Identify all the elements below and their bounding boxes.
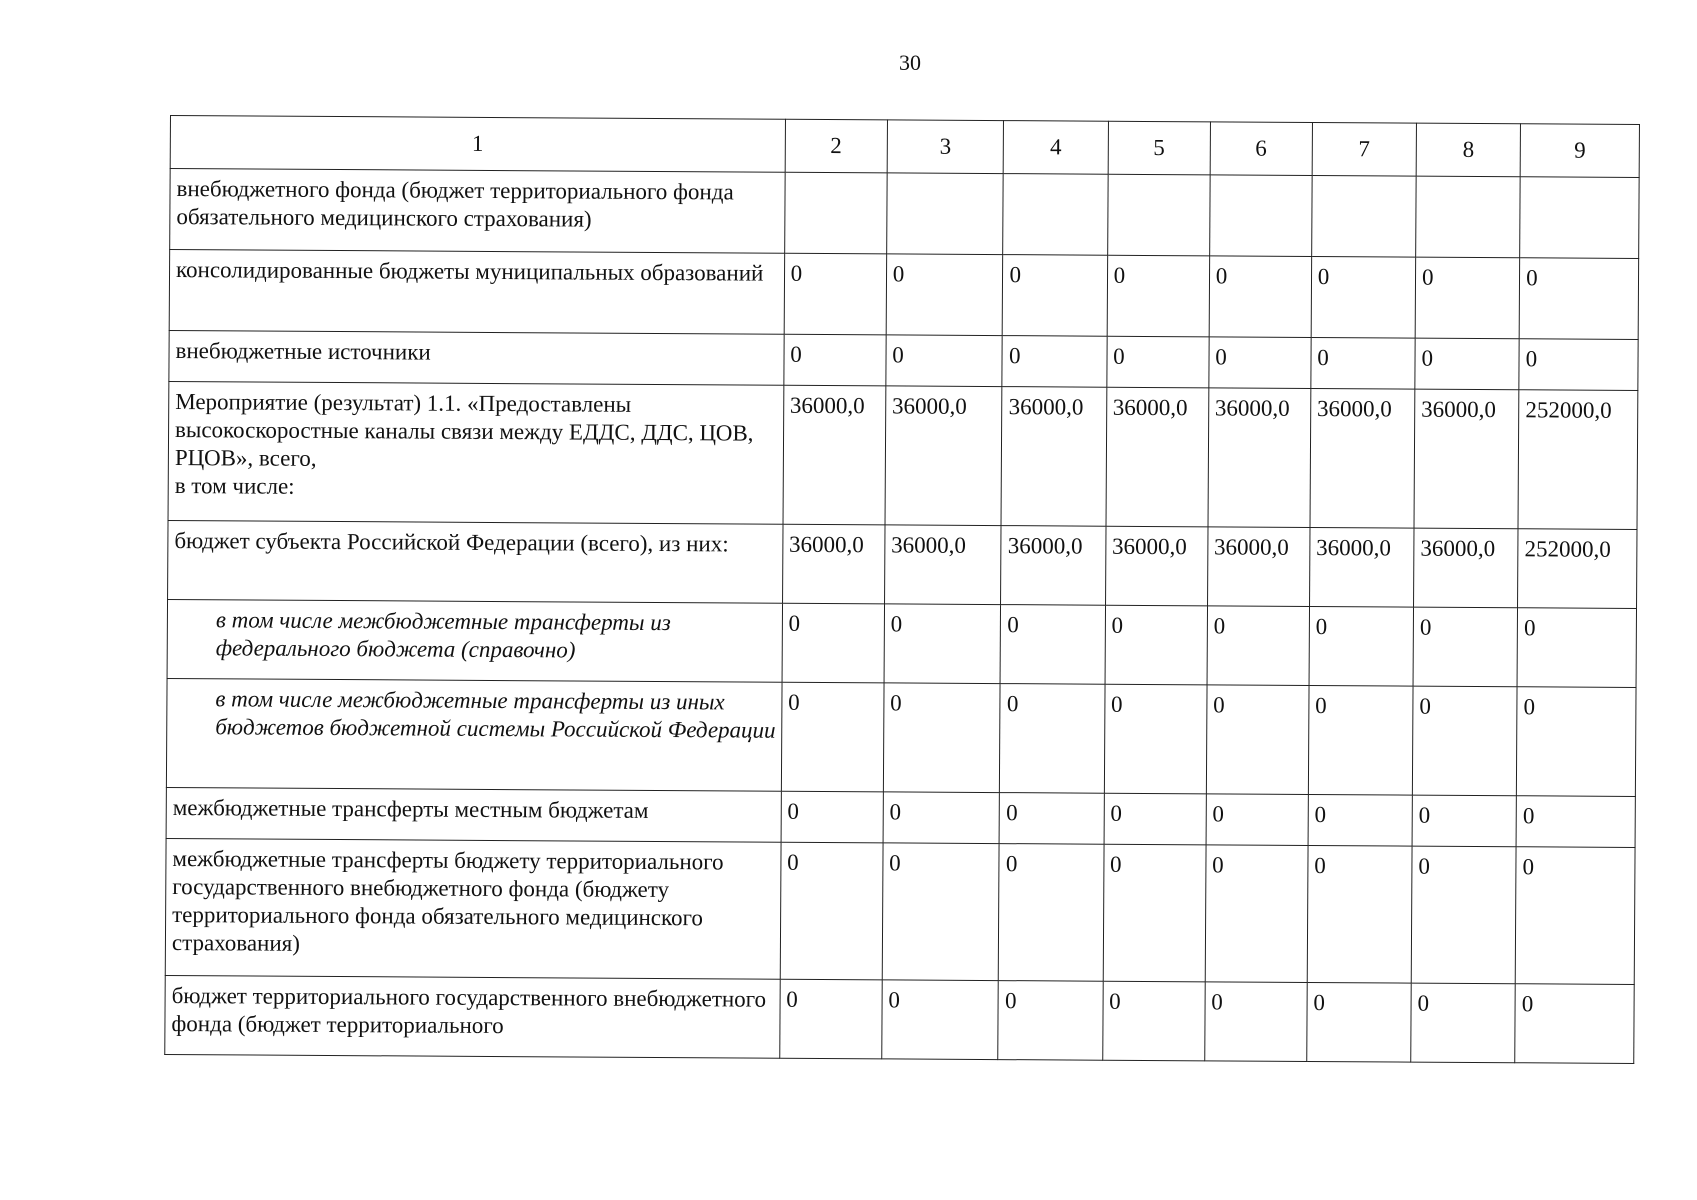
value-cell: 0 bbox=[1515, 847, 1635, 985]
table-row bbox=[168, 381, 1638, 529]
value-cell: 0 bbox=[1104, 684, 1207, 794]
value-cell: 36000,0 bbox=[1208, 388, 1311, 528]
value-cell: 36000,0 bbox=[884, 525, 1001, 605]
value-cell: 0 bbox=[1205, 845, 1308, 983]
header-cell: 7 bbox=[1312, 122, 1416, 176]
value-cell: 0 bbox=[781, 791, 883, 843]
value-cell: 0 bbox=[1415, 257, 1520, 339]
value-cell: 0 bbox=[784, 334, 886, 386]
value-cell: 36000,0 bbox=[1105, 526, 1208, 606]
value-cell: 36000,0 bbox=[1309, 527, 1414, 607]
value-cell: 0 bbox=[1209, 337, 1311, 389]
value-cell: 0 bbox=[1413, 607, 1518, 687]
value-cell: 0 bbox=[1516, 796, 1635, 848]
header-cell: 5 bbox=[1108, 121, 1210, 175]
row-label: межбюджетные трансферты местным бюджетам bbox=[166, 787, 781, 842]
value-cell: 36000,0 bbox=[783, 385, 886, 525]
value-cell bbox=[1311, 175, 1416, 257]
value-cell: 0 bbox=[782, 603, 885, 683]
table-row bbox=[168, 520, 1637, 608]
value-cell: 0 bbox=[1411, 846, 1516, 984]
value-cell: 36000,0 bbox=[782, 524, 885, 604]
value-cell: 0 bbox=[1517, 608, 1636, 688]
value-cell: 0 bbox=[1207, 606, 1310, 686]
value-cell: 36000,0 bbox=[1310, 388, 1415, 528]
value-cell: 0 bbox=[883, 792, 1000, 844]
header-cell: 6 bbox=[1210, 122, 1312, 176]
value-cell: 0 bbox=[1307, 845, 1412, 983]
value-cell: 0 bbox=[998, 981, 1103, 1061]
value-cell: 0 bbox=[1105, 605, 1208, 685]
table-row bbox=[170, 169, 1639, 259]
table-row bbox=[169, 330, 1638, 390]
table-row bbox=[165, 838, 1635, 984]
value-cell: 0 bbox=[784, 253, 887, 335]
value-cell: 0 bbox=[1412, 686, 1517, 796]
value-cell: 0 bbox=[886, 335, 1003, 387]
row-label: межбюджетные трансферты бюджету территориального государственного внебюджетного фонда (бюджету территориального фонда обязательного медицинского страхования) bbox=[165, 838, 781, 979]
budget-table bbox=[164, 115, 1640, 1064]
table-row bbox=[169, 250, 1638, 340]
table-header-row bbox=[170, 116, 1639, 178]
row-label: внебюджетного фонда (бюджет территориального фонда обязательного медицинского страхования) bbox=[170, 169, 785, 254]
value-cell: 0 bbox=[884, 604, 1001, 684]
value-cell: 0 bbox=[779, 979, 882, 1059]
value-cell: 0 bbox=[1106, 336, 1208, 388]
value-cell: 0 bbox=[1308, 794, 1412, 846]
value-cell: 0 bbox=[781, 682, 884, 792]
value-cell: 0 bbox=[1000, 605, 1105, 685]
table-row bbox=[165, 975, 1634, 1063]
header-cell: 8 bbox=[1416, 123, 1520, 177]
value-cell: 36000,0 bbox=[1414, 528, 1519, 608]
value-cell: 36000,0 bbox=[1414, 389, 1519, 529]
row-label: в том числе межбюджетные трансферты из федерального бюджета (справочно) bbox=[167, 599, 782, 682]
value-cell: 0 bbox=[780, 842, 883, 980]
header-cell: 3 bbox=[887, 120, 1004, 174]
value-cell bbox=[784, 172, 887, 254]
value-cell: 0 bbox=[1003, 255, 1108, 337]
value-cell: 0 bbox=[1515, 984, 1634, 1064]
value-cell: 0 bbox=[1307, 982, 1412, 1062]
value-cell: 0 bbox=[1102, 981, 1205, 1061]
header-cell: 4 bbox=[1004, 121, 1108, 175]
value-cell: 0 bbox=[883, 683, 1000, 793]
value-cell: 0 bbox=[1104, 793, 1206, 845]
header-cell: 9 bbox=[1520, 124, 1639, 178]
value-cell: 252000,0 bbox=[1518, 390, 1638, 530]
value-cell: 0 bbox=[1209, 256, 1312, 338]
value-cell: 0 bbox=[1103, 844, 1206, 982]
table-row bbox=[167, 599, 1636, 687]
value-cell: 0 bbox=[1206, 794, 1308, 846]
value-cell: 0 bbox=[1002, 336, 1106, 388]
value-cell bbox=[1003, 174, 1108, 256]
value-cell: 0 bbox=[1311, 256, 1416, 338]
table-row bbox=[166, 678, 1636, 796]
value-cell: 0 bbox=[1308, 685, 1413, 795]
value-cell: 0 bbox=[1204, 982, 1307, 1062]
header-cell: 1 bbox=[170, 116, 785, 173]
table-row bbox=[166, 787, 1635, 847]
value-cell: 36000,0 bbox=[1207, 527, 1310, 607]
row-label: бюджет субъекта Российской Федерации (всего), из них: bbox=[168, 520, 783, 603]
value-cell bbox=[886, 173, 1003, 255]
value-cell: 36000,0 bbox=[1001, 526, 1106, 606]
header-cell: 2 bbox=[785, 119, 887, 173]
row-label: в том числе межбюджетные трансферты из иных бюджетов бюджетной системы Российской Федерации bbox=[166, 678, 781, 791]
value-cell: 0 bbox=[1107, 255, 1210, 337]
value-cell: 36000,0 bbox=[1001, 387, 1106, 527]
value-cell: 0 bbox=[999, 844, 1104, 982]
value-cell: 0 bbox=[882, 843, 1000, 981]
value-cell: 0 bbox=[1412, 795, 1516, 847]
value-cell: 0 bbox=[1309, 606, 1414, 686]
row-label: внебюджетные источники bbox=[169, 330, 784, 385]
value-cell bbox=[1520, 177, 1639, 259]
value-cell: 0 bbox=[886, 254, 1003, 336]
value-cell bbox=[1416, 176, 1521, 258]
value-cell bbox=[1209, 175, 1312, 257]
value-cell: 252000,0 bbox=[1518, 529, 1637, 609]
value-cell: 0 bbox=[1519, 258, 1638, 340]
page-number: 30 bbox=[899, 50, 921, 75]
value-cell: 0 bbox=[1517, 687, 1637, 797]
value-cell: 0 bbox=[1206, 685, 1309, 795]
value-cell: 0 bbox=[1000, 684, 1105, 794]
value-cell: 36000,0 bbox=[1106, 387, 1209, 527]
value-cell bbox=[1107, 174, 1210, 256]
value-cell: 0 bbox=[882, 980, 999, 1060]
row-label: консолидированные бюджеты муниципальных образований bbox=[169, 250, 784, 335]
value-cell: 0 bbox=[1311, 337, 1415, 389]
value-cell: 0 bbox=[1000, 793, 1104, 845]
row-label: бюджет территориального государственного внебюджетного фонда (бюджет территориального bbox=[165, 975, 780, 1058]
value-cell: 36000,0 bbox=[885, 386, 1003, 526]
value-cell: 0 bbox=[1415, 338, 1519, 390]
row-label: Мероприятие (результат) 1.1. «Предоставлены высокоскоростные каналы связи между ЕДДС, ДДС, ЦОВ, РЦОВ», всего, в том числе: bbox=[168, 381, 784, 524]
value-cell: 0 bbox=[1519, 339, 1638, 391]
value-cell: 0 bbox=[1411, 983, 1516, 1063]
